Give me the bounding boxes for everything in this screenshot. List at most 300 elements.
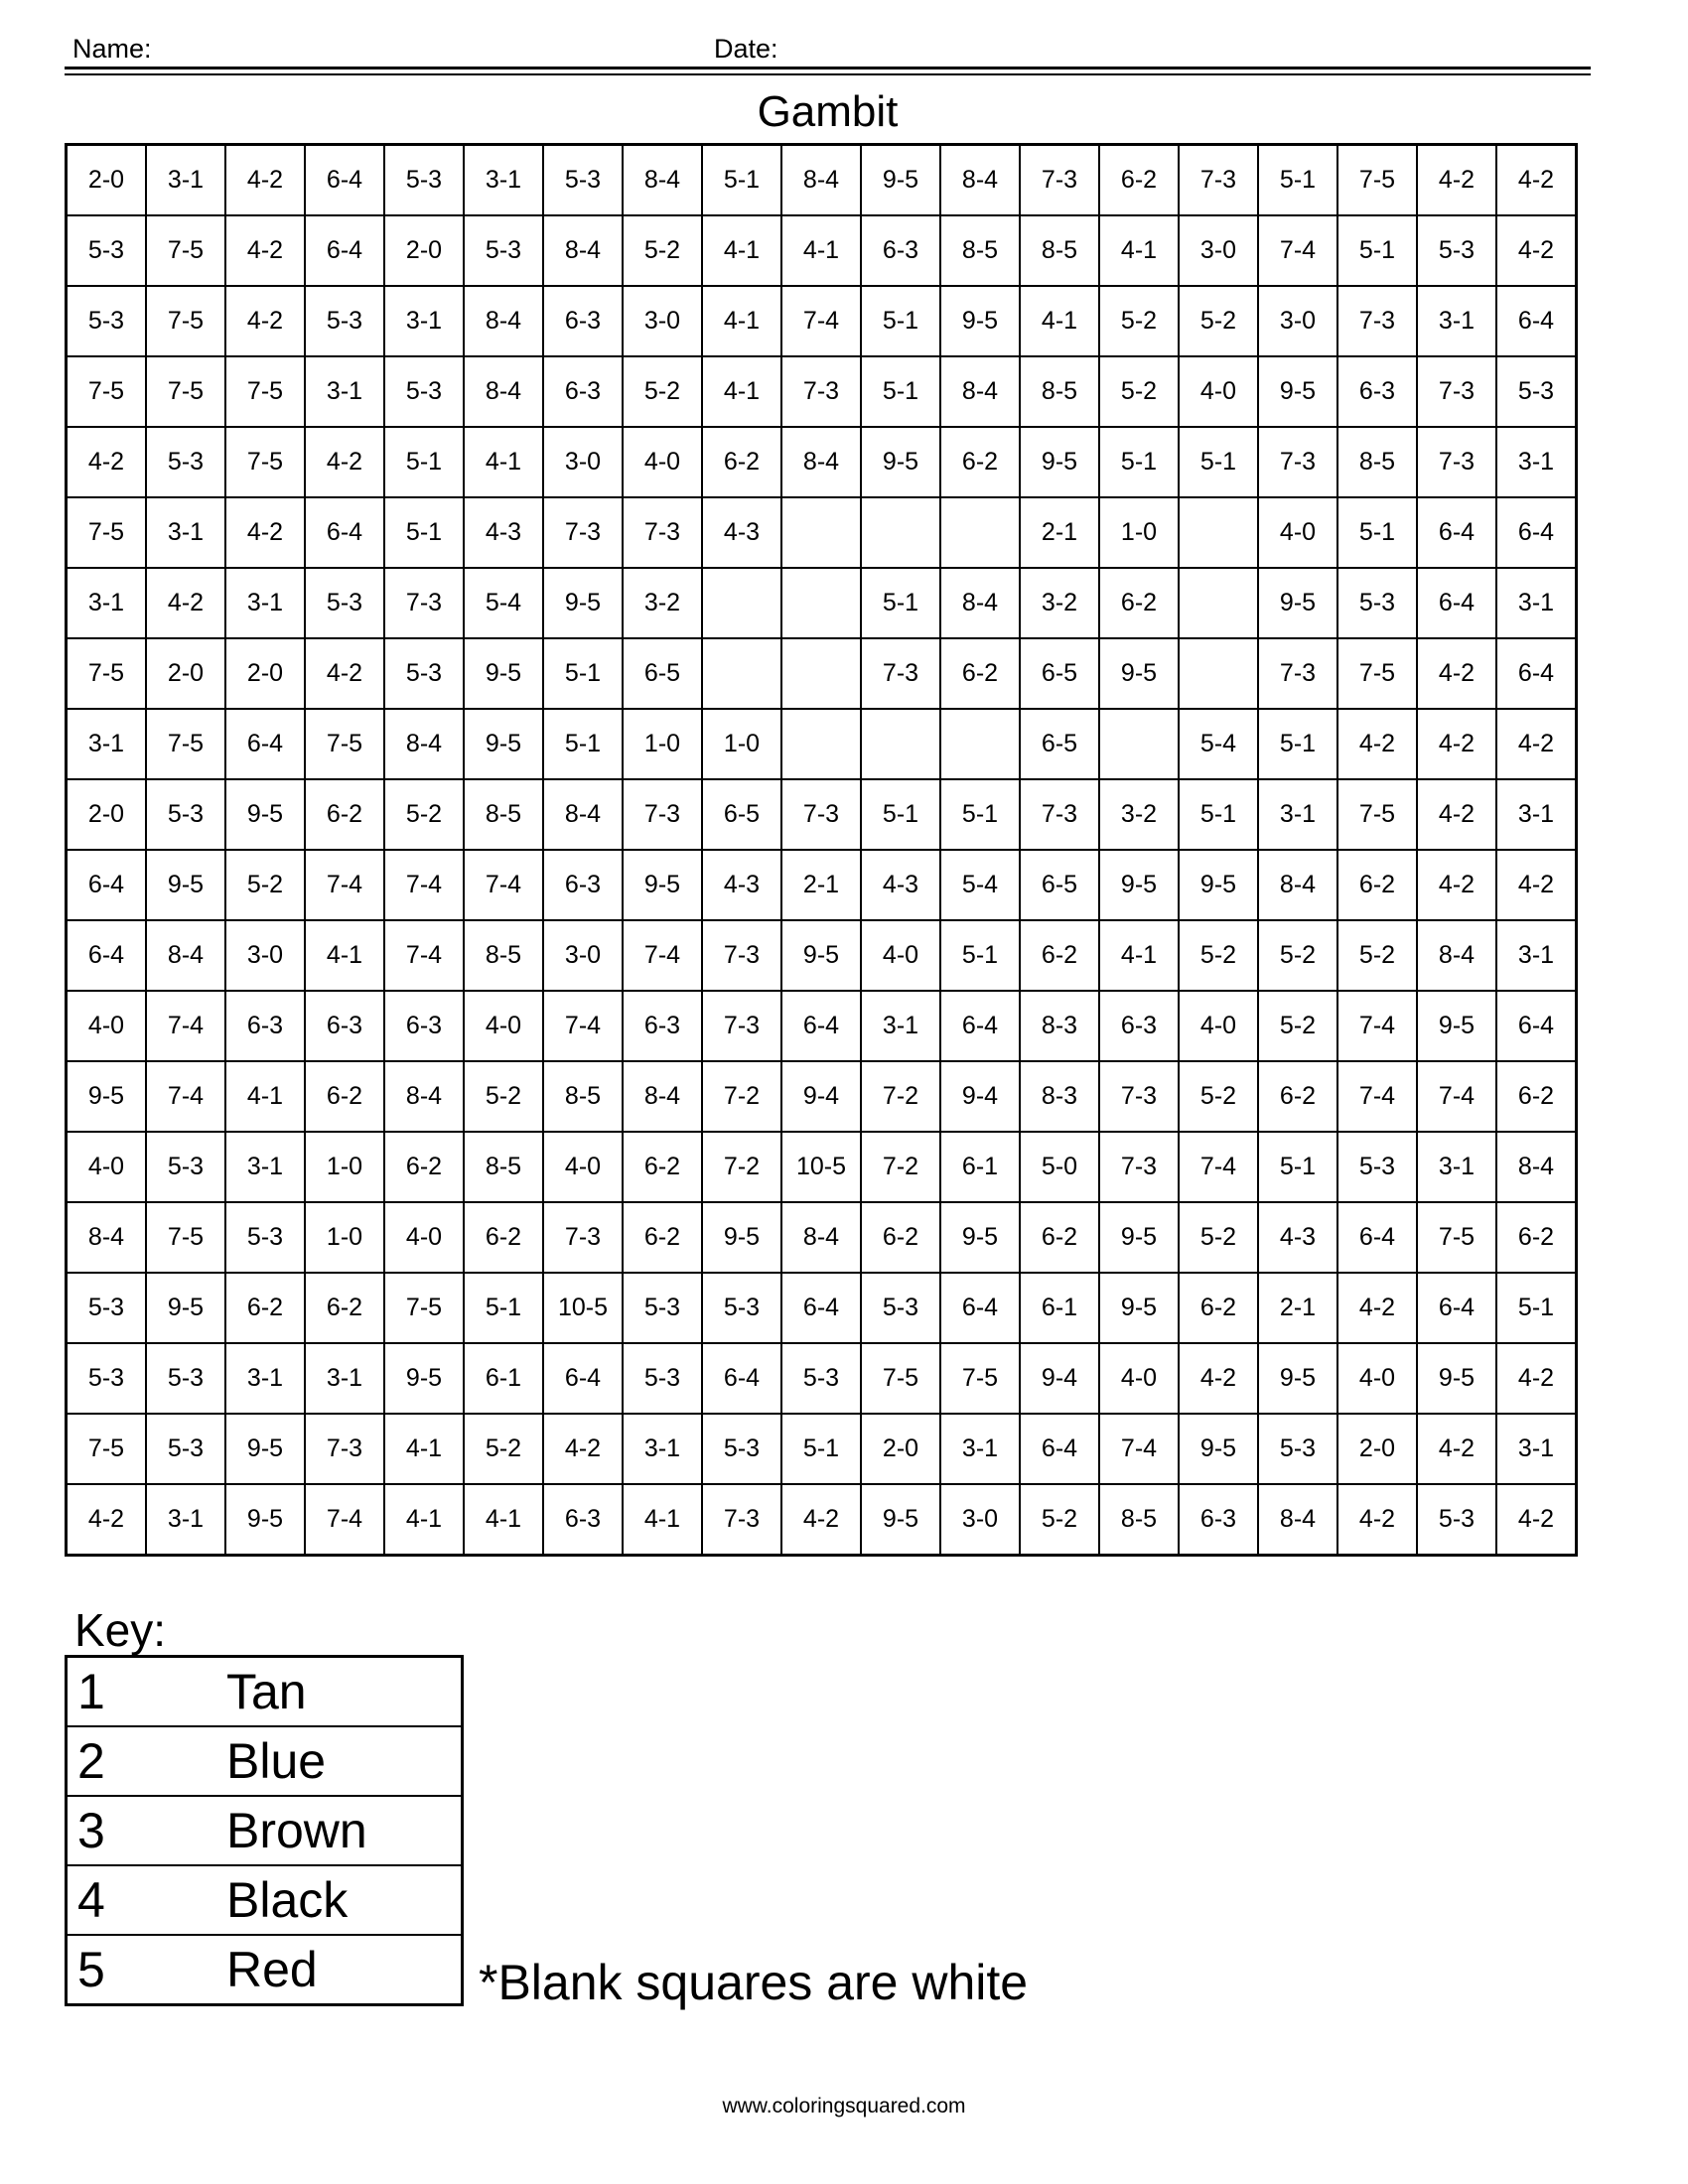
grid-cell: 4-1 (225, 1061, 305, 1132)
grid-cell: 6-5 (1020, 709, 1099, 779)
key-row (67, 1935, 463, 2005)
grid-cell: 6-5 (623, 638, 702, 709)
grid-cell: 6-1 (1020, 1273, 1099, 1343)
grid-cell: 2-0 (384, 215, 464, 286)
grid-cell: 7-5 (67, 356, 147, 427)
grid-cell: 7-4 (543, 991, 623, 1061)
grid-cell: 7-3 (543, 497, 623, 568)
grid-cell: 4-2 (1417, 1414, 1496, 1484)
grid-cell: 5-1 (861, 286, 940, 356)
grid-cell: 7-3 (861, 638, 940, 709)
grid-cell: 4-3 (702, 497, 781, 568)
grid-cell: 8-4 (464, 286, 543, 356)
grid-cell: 6-3 (1179, 1484, 1258, 1556)
grid-cell (781, 709, 861, 779)
grid-cell: 4-2 (1496, 1484, 1577, 1556)
grid-cell: 5-4 (464, 568, 543, 638)
grid-cell: 8-4 (940, 356, 1020, 427)
grid-cell: 9-5 (1099, 850, 1179, 920)
grid-cell: 7-2 (702, 1061, 781, 1132)
grid-cell: 3-0 (543, 427, 623, 497)
grid-cell: 4-1 (464, 1484, 543, 1556)
grid-cell: 7-5 (225, 356, 305, 427)
grid-cell: 9-5 (543, 568, 623, 638)
key-number: 3 (67, 1796, 227, 1865)
grid-cell: 2-0 (67, 779, 147, 850)
grid-cell: 3-2 (1020, 568, 1099, 638)
grid-cell: 4-2 (1337, 1484, 1417, 1556)
grid-cell: 5-3 (146, 1343, 225, 1414)
grid-cell: 7-4 (1099, 1414, 1179, 1484)
grid-cell: 4-3 (464, 497, 543, 568)
grid-cell: 2-0 (1337, 1414, 1417, 1484)
grid-cell: 6-2 (940, 638, 1020, 709)
grid-cell: 9-5 (384, 1343, 464, 1414)
grid-cell: 3-1 (464, 145, 543, 216)
grid-cell: 4-2 (1179, 1343, 1258, 1414)
grid-cell: 9-5 (1179, 1414, 1258, 1484)
grid-cell: 7-3 (1258, 638, 1337, 709)
grid-cell: 9-5 (225, 1414, 305, 1484)
grid-cell: 8-4 (1258, 1484, 1337, 1556)
grid-cell: 7-4 (623, 920, 702, 991)
grid-cell: 6-3 (384, 991, 464, 1061)
grid-cell: 6-5 (1020, 850, 1099, 920)
grid-cell: 7-5 (146, 1202, 225, 1273)
grid-cell: 4-1 (702, 215, 781, 286)
grid-cell: 7-5 (146, 709, 225, 779)
grid-cell: 3-0 (623, 286, 702, 356)
grid-cell: 5-1 (781, 1414, 861, 1484)
grid-cell: 7-3 (702, 1484, 781, 1556)
grid-cell: 5-1 (384, 497, 464, 568)
grid-cell: 3-1 (1496, 427, 1577, 497)
grid-cell: 9-5 (1179, 850, 1258, 920)
grid-cell: 6-3 (543, 850, 623, 920)
grid-cell: 8-4 (543, 779, 623, 850)
grid-cell: 4-0 (67, 991, 147, 1061)
key-number: 5 (67, 1935, 227, 2005)
grid-cell: 8-4 (67, 1202, 147, 1273)
grid-cell: 5-1 (543, 638, 623, 709)
grid-cell: 5-1 (940, 779, 1020, 850)
grid-cell: 5-1 (1337, 497, 1417, 568)
grid-cell: 5-1 (702, 145, 781, 216)
grid-cell: 1-0 (702, 709, 781, 779)
grid-cell: 5-2 (1258, 920, 1337, 991)
grid-cell: 4-0 (861, 920, 940, 991)
grid-row (67, 1414, 1577, 1484)
grid-cell: 8-5 (464, 779, 543, 850)
grid-row (67, 1343, 1577, 1414)
key-title: Key: (74, 1604, 167, 1656)
grid-cell: 8-4 (781, 427, 861, 497)
grid-cell: 6-2 (464, 1202, 543, 1273)
grid-cell: 3-1 (1496, 779, 1577, 850)
grid-cell: 5-2 (384, 779, 464, 850)
grid-cell: 8-5 (1020, 215, 1099, 286)
grid-cell: 6-2 (940, 427, 1020, 497)
grid-cell: 8-4 (940, 568, 1020, 638)
grid-cell: 6-4 (543, 1343, 623, 1414)
grid-cell: 5-3 (1258, 1414, 1337, 1484)
grid-cell: 9-5 (67, 1061, 147, 1132)
grid-cell: 6-4 (1417, 497, 1496, 568)
grid-cell: 5-2 (464, 1414, 543, 1484)
grid-row (67, 779, 1577, 850)
grid-cell: 6-4 (1337, 1202, 1417, 1273)
key-color: Blue (226, 1726, 463, 1796)
grid-cell: 3-0 (225, 920, 305, 991)
grid-cell: 4-2 (1337, 1273, 1417, 1343)
grid-cell: 9-5 (861, 145, 940, 216)
grid-cell: 7-3 (781, 779, 861, 850)
grid-cell (1099, 709, 1179, 779)
grid-cell: 5-3 (146, 427, 225, 497)
grid-cell: 4-0 (543, 1132, 623, 1202)
grid-cell: 7-5 (146, 356, 225, 427)
grid-cell (940, 709, 1020, 779)
grid-cell: 7-3 (1099, 1132, 1179, 1202)
grid-row (67, 638, 1577, 709)
grid-cell: 5-2 (1179, 1061, 1258, 1132)
grid-cell: 5-3 (146, 1132, 225, 1202)
grid-row (67, 991, 1577, 1061)
grid-cell: 4-2 (1496, 850, 1577, 920)
grid-row (67, 356, 1577, 427)
grid-cell: 5-3 (305, 286, 384, 356)
grid-cell: 5-1 (940, 920, 1020, 991)
grid-cell: 9-4 (781, 1061, 861, 1132)
grid-cell: 6-2 (623, 1132, 702, 1202)
grid-cell: 5-1 (1179, 427, 1258, 497)
grid-cell: 3-0 (1179, 215, 1258, 286)
grid-row (67, 286, 1577, 356)
grid-cell: 7-5 (146, 215, 225, 286)
grid-cell: 4-0 (1099, 1343, 1179, 1414)
grid-cell: 1-0 (623, 709, 702, 779)
grid-cell: 5-4 (1179, 709, 1258, 779)
grid-cell: 5-1 (543, 709, 623, 779)
grid-cell: 3-1 (1496, 568, 1577, 638)
key-color: Red (226, 1935, 463, 2005)
grid-cell: 3-1 (67, 568, 147, 638)
grid-cell: 5-3 (67, 215, 147, 286)
grid-row (67, 1273, 1577, 1343)
grid-cell: 8-4 (1417, 920, 1496, 991)
grid-cell: 6-1 (940, 1132, 1020, 1202)
blank-squares-note: *Blank squares are white (479, 1955, 1029, 2010)
grid-cell: 7-3 (1258, 427, 1337, 497)
grid-cell (861, 709, 940, 779)
grid-cell (1179, 497, 1258, 568)
grid-cell: 8-4 (464, 356, 543, 427)
grid-cell: 8-5 (1337, 427, 1417, 497)
grid-cell: 6-5 (1020, 638, 1099, 709)
grid-cell: 7-4 (384, 850, 464, 920)
grid-cell: 4-0 (384, 1202, 464, 1273)
grid-cell: 6-3 (305, 991, 384, 1061)
grid-cell: 4-2 (543, 1414, 623, 1484)
grid-cell: 5-1 (861, 779, 940, 850)
grid-cell: 8-4 (384, 1061, 464, 1132)
grid-cell: 9-5 (225, 1484, 305, 1556)
grid-cell: 5-3 (623, 1343, 702, 1414)
grid-cell: 7-3 (1417, 427, 1496, 497)
grid-cell: 6-2 (1258, 1061, 1337, 1132)
grid-cell: 4-2 (146, 568, 225, 638)
grid-cell: 9-5 (225, 779, 305, 850)
grid-cell: 4-0 (1179, 991, 1258, 1061)
grid-cell: 3-1 (67, 709, 147, 779)
grid-cell: 2-1 (1258, 1273, 1337, 1343)
grid-cell: 4-1 (623, 1484, 702, 1556)
grid-cell: 7-3 (702, 920, 781, 991)
grid-cell: 7-4 (1337, 1061, 1417, 1132)
date-label: Date: (714, 34, 778, 64)
grid-cell: 4-2 (1496, 145, 1577, 216)
grid-cell: 9-5 (861, 1484, 940, 1556)
grid-cell: 5-2 (1020, 1484, 1099, 1556)
grid-cell: 7-3 (1099, 1061, 1179, 1132)
grid-cell: 8-5 (1020, 356, 1099, 427)
grid-cell: 8-4 (623, 145, 702, 216)
grid-cell: 6-2 (1099, 568, 1179, 638)
grid-row (67, 1202, 1577, 1273)
key-color: Brown (226, 1796, 463, 1865)
grid-cell: 4-2 (1417, 779, 1496, 850)
grid-cell: 1-0 (305, 1202, 384, 1273)
grid-row (67, 1061, 1577, 1132)
grid-cell: 4-0 (1179, 356, 1258, 427)
grid-row (67, 1484, 1577, 1556)
grid-cell: 7-4 (146, 1061, 225, 1132)
grid-cell: 6-2 (702, 427, 781, 497)
grid-cell (702, 568, 781, 638)
grid-cell: 5-2 (623, 356, 702, 427)
grid-cell: 7-4 (1417, 1061, 1496, 1132)
header-rule (65, 67, 1591, 69)
grid-cell: 9-5 (146, 1273, 225, 1343)
grid-cell: 4-2 (225, 286, 305, 356)
grid-cell: 7-5 (225, 427, 305, 497)
grid-cell: 3-1 (1258, 779, 1337, 850)
grid-cell: 1-0 (305, 1132, 384, 1202)
grid-cell: 7-5 (1337, 145, 1417, 216)
grid-cell (781, 638, 861, 709)
grid-cell: 9-4 (940, 1061, 1020, 1132)
key-row (67, 1796, 463, 1865)
grid-cell: 4-2 (1417, 638, 1496, 709)
grid-cell: 7-3 (543, 1202, 623, 1273)
footer-url: www.coloringsquared.com (722, 2095, 966, 2117)
grid-cell: 5-1 (1496, 1273, 1577, 1343)
grid-cell: 7-4 (1258, 215, 1337, 286)
grid-cell: 5-3 (1337, 568, 1417, 638)
grid-row (67, 709, 1577, 779)
grid-cell (1179, 638, 1258, 709)
grid-cell: 6-2 (305, 1061, 384, 1132)
grid-cell: 2-1 (781, 850, 861, 920)
grid-cell: 7-4 (781, 286, 861, 356)
grid-cell: 5-3 (861, 1273, 940, 1343)
grid-cell: 3-1 (146, 145, 225, 216)
grid-cell: 4-2 (67, 427, 147, 497)
key-number: 2 (67, 1726, 227, 1796)
grid-cell: 4-1 (702, 286, 781, 356)
grid-cell: 6-2 (1020, 1202, 1099, 1273)
grid-cell: 8-4 (781, 145, 861, 216)
grid-cell: 7-2 (702, 1132, 781, 1202)
grid-cell: 5-2 (1179, 1202, 1258, 1273)
grid-cell: 4-2 (1496, 1343, 1577, 1414)
header (65, 30, 1591, 69)
grid-cell: 3-1 (940, 1414, 1020, 1484)
grid-cell: 6-2 (305, 1273, 384, 1343)
grid-cell: 5-1 (464, 1273, 543, 1343)
grid-cell: 7-3 (702, 991, 781, 1061)
grid-cell: 6-3 (543, 286, 623, 356)
grid-cell: 5-2 (1337, 920, 1417, 991)
grid-cell: 6-4 (305, 497, 384, 568)
grid-cell: 7-4 (146, 991, 225, 1061)
grid-cell: 4-0 (623, 427, 702, 497)
grid-cell: 6-2 (1337, 850, 1417, 920)
grid-cell: 6-5 (702, 779, 781, 850)
grid-cell: 6-2 (861, 1202, 940, 1273)
key-number: 1 (67, 1657, 227, 1727)
grid-cell: 3-0 (1258, 286, 1337, 356)
grid-cell: 4-2 (1417, 145, 1496, 216)
key-number: 4 (67, 1865, 227, 1935)
grid-cell (781, 497, 861, 568)
grid-cell: 7-3 (1179, 145, 1258, 216)
grid-cell: 3-1 (225, 1132, 305, 1202)
grid-cell: 8-5 (940, 215, 1020, 286)
grid-cell: 7-3 (384, 568, 464, 638)
grid-cell: 9-5 (146, 850, 225, 920)
grid-cell: 6-2 (225, 1273, 305, 1343)
grid-cell: 5-3 (146, 779, 225, 850)
grid-cell: 1-0 (1099, 497, 1179, 568)
grid-cell: 5-1 (1337, 215, 1417, 286)
grid-cell: 5-4 (940, 850, 1020, 920)
grid-cell: 7-3 (1417, 356, 1496, 427)
grid-cell: 7-5 (305, 709, 384, 779)
grid-row (67, 427, 1577, 497)
grid-cell: 4-1 (1020, 286, 1099, 356)
grid-cell: 7-4 (384, 920, 464, 991)
grid-cell: 7-5 (67, 638, 147, 709)
grid-cell: 8-4 (1258, 850, 1337, 920)
grid-cell: 3-1 (225, 568, 305, 638)
grid-cell: 3-1 (623, 1414, 702, 1484)
grid-cell: 4-1 (1099, 215, 1179, 286)
grid-cell: 5-3 (146, 1414, 225, 1484)
grid-cell: 8-5 (464, 1132, 543, 1202)
grid-cell: 6-2 (1496, 1061, 1577, 1132)
grid-cell: 8-4 (543, 215, 623, 286)
grid-cell: 6-2 (305, 779, 384, 850)
grid-cell: 6-3 (623, 991, 702, 1061)
grid-cell: 5-2 (1099, 356, 1179, 427)
key-row (67, 1657, 463, 1727)
grid-cell: 8-3 (1020, 1061, 1099, 1132)
grid-cell: 2-1 (1020, 497, 1099, 568)
grid-cell: 7-4 (305, 1484, 384, 1556)
grid-cell: 9-5 (1258, 568, 1337, 638)
grid-cell: 4-2 (225, 145, 305, 216)
grid-cell: 4-2 (225, 215, 305, 286)
grid-cell: 9-5 (781, 920, 861, 991)
grid-cell: 2-0 (861, 1414, 940, 1484)
grid-cell: 7-3 (1020, 779, 1099, 850)
grid-cell: 9-5 (702, 1202, 781, 1273)
grid-cell: 3-1 (225, 1343, 305, 1414)
grid-cell: 3-1 (1496, 920, 1577, 991)
grid-cell: 2-0 (225, 638, 305, 709)
grid-cell: 3-1 (1496, 1414, 1577, 1484)
grid-cell: 7-5 (1337, 638, 1417, 709)
key-color: Black (226, 1865, 463, 1935)
grid-cell: 5-3 (384, 356, 464, 427)
grid-cell: 7-5 (146, 286, 225, 356)
grid-cell: 7-3 (1337, 286, 1417, 356)
grid-cell: 6-4 (702, 1343, 781, 1414)
grid-cell: 6-4 (67, 920, 147, 991)
grid-cell: 9-5 (1258, 1343, 1337, 1414)
grid-cell: 4-1 (305, 920, 384, 991)
grid-cell: 3-1 (305, 356, 384, 427)
grid-cell: 6-3 (543, 356, 623, 427)
grid-cell: 6-3 (225, 991, 305, 1061)
grid-cell: 3-1 (384, 286, 464, 356)
grid-cell: 9-5 (1258, 356, 1337, 427)
grid-cell: 5-3 (464, 215, 543, 286)
grid-cell: 6-4 (940, 1273, 1020, 1343)
grid-cell: 6-4 (781, 1273, 861, 1343)
grid-cell: 5-1 (1099, 427, 1179, 497)
grid-cell: 3-0 (543, 920, 623, 991)
grid-cell: 7-5 (1337, 779, 1417, 850)
grid-cell: 4-2 (305, 638, 384, 709)
grid-cell: 8-5 (1099, 1484, 1179, 1556)
grid-cell: 4-3 (861, 850, 940, 920)
grid-cell: 7-4 (1179, 1132, 1258, 1202)
grid-cell: 4-1 (1099, 920, 1179, 991)
grid-cell: 7-5 (861, 1343, 940, 1414)
grid-cell: 5-0 (1020, 1132, 1099, 1202)
grid-cell: 4-2 (1496, 215, 1577, 286)
grid-cell: 6-4 (1496, 497, 1577, 568)
page-title: Gambit (757, 87, 899, 136)
grid-cell: 6-4 (1020, 1414, 1099, 1484)
grid-cell: 4-2 (225, 497, 305, 568)
grid-cell: 5-3 (1417, 215, 1496, 286)
grid-cell: 5-1 (384, 427, 464, 497)
grid-cell: 7-3 (781, 356, 861, 427)
grid-cell: 5-3 (623, 1273, 702, 1343)
key-row (67, 1726, 463, 1796)
grid-cell: 9-5 (464, 709, 543, 779)
grid-cell: 6-1 (464, 1343, 543, 1414)
grid-cell: 5-3 (384, 145, 464, 216)
grid-row (67, 1132, 1577, 1202)
grid-cell: 4-1 (384, 1484, 464, 1556)
key-color: Tan (226, 1657, 463, 1727)
grid-cell: 9-5 (861, 427, 940, 497)
grid-row (67, 215, 1577, 286)
